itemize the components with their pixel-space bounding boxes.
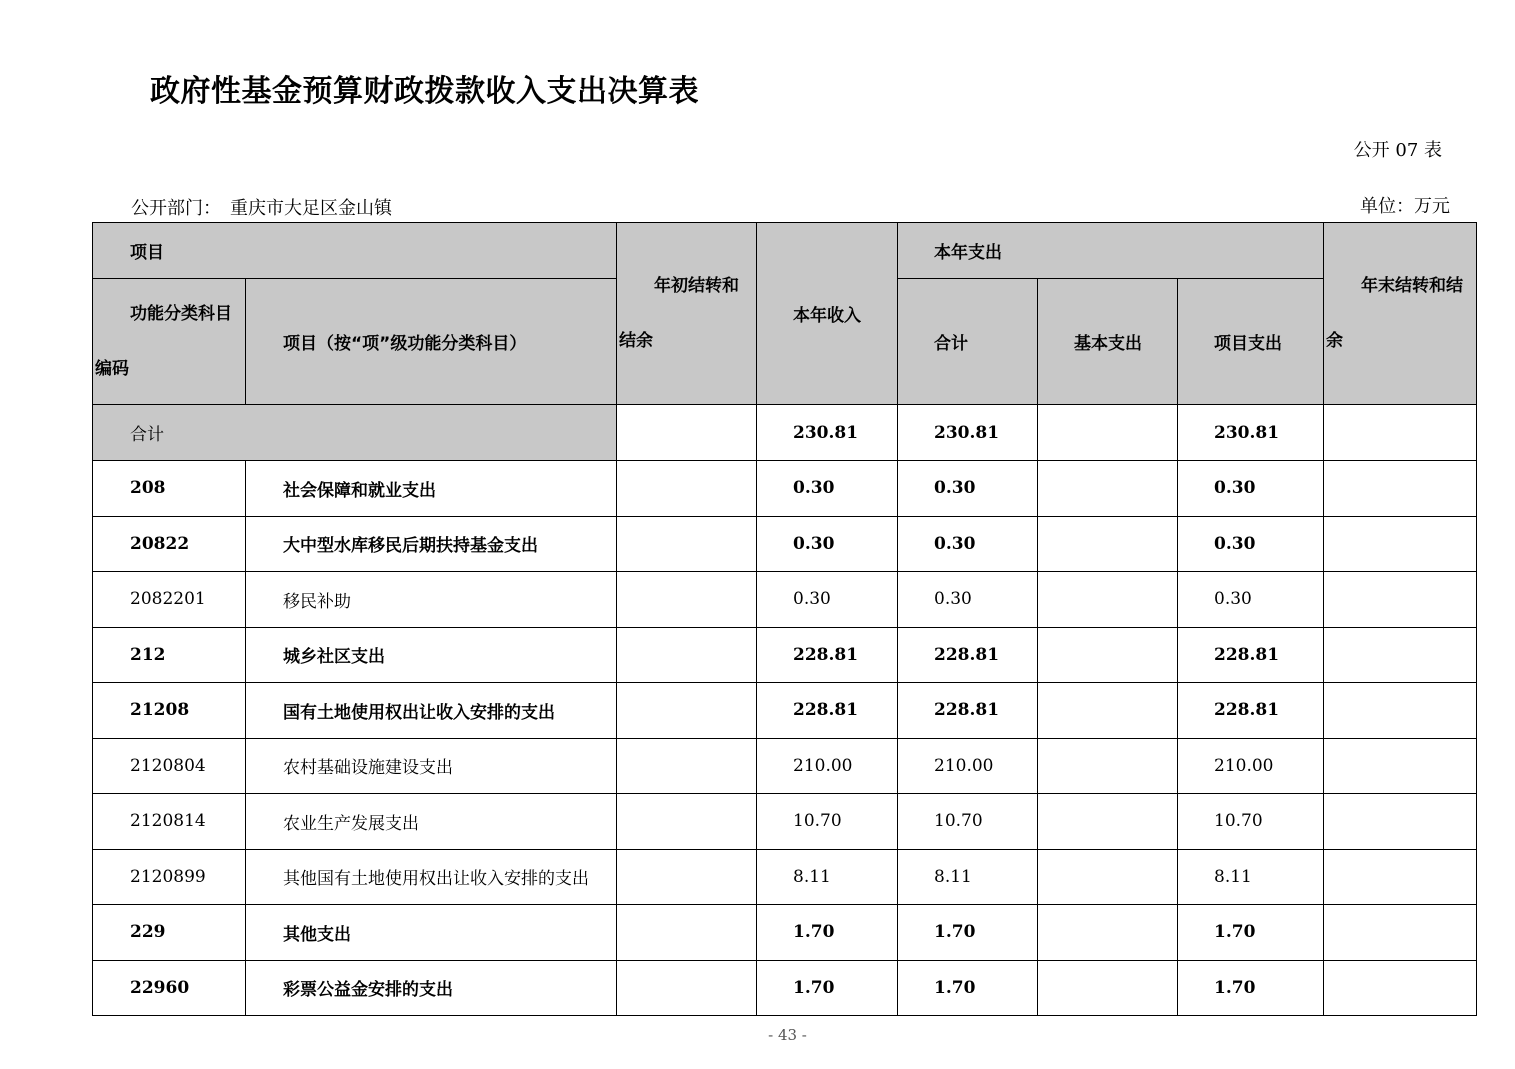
- header-func-code-line1: 功能分类科目: [130, 303, 232, 324]
- department-label: 公开部门：: [131, 198, 221, 219]
- total-begin: [617, 405, 757, 461]
- row-basic: [1038, 738, 1178, 794]
- row-begin-balance: [617, 905, 757, 961]
- row-begin-balance: [617, 794, 757, 850]
- row-begin-balance: [617, 572, 757, 628]
- row-end-balance: [1324, 960, 1477, 1016]
- table-row: [93, 849, 1477, 905]
- row-name: 其他支出: [246, 905, 617, 961]
- row-basic: [1038, 461, 1178, 517]
- row-code: 2082201: [93, 572, 246, 628]
- row-basic: [1038, 572, 1178, 628]
- row-begin-balance: [617, 960, 757, 1016]
- row-project: 1.70: [1178, 960, 1324, 1016]
- header-income: 本年收入: [757, 223, 898, 405]
- table-header: [93, 223, 1477, 405]
- row-begin-balance: [617, 738, 757, 794]
- row-income: 1.70: [757, 905, 898, 961]
- department-value: 重庆市大足区金山镇: [230, 198, 392, 219]
- row-end-balance: [1324, 683, 1477, 739]
- row-code: 21208: [93, 683, 246, 739]
- row-project: 210.00: [1178, 738, 1324, 794]
- row-code: 2120804: [93, 738, 246, 794]
- row-end-balance: [1324, 516, 1477, 572]
- row-code: 229: [93, 905, 246, 961]
- row-begin-balance: [617, 849, 757, 905]
- row-name: 社会保障和就业支出: [246, 461, 617, 517]
- total-row: [93, 405, 1477, 461]
- row-project: 0.30: [1178, 461, 1324, 517]
- row-project: 1.70: [1178, 905, 1324, 961]
- total-label: 合计: [93, 405, 617, 461]
- row-code: 22960: [93, 960, 246, 1016]
- table-row: [93, 461, 1477, 517]
- table-row: [93, 794, 1477, 850]
- row-expense-total: 228.81: [898, 627, 1038, 683]
- page-number: - 43 -: [768, 1026, 807, 1044]
- row-end-balance: [1324, 627, 1477, 683]
- row-end-balance: [1324, 461, 1477, 517]
- row-income: 8.11: [757, 849, 898, 905]
- header-end-balance-line1: 年末结转和结: [1361, 275, 1463, 296]
- table-row: [93, 683, 1477, 739]
- row-name: 城乡社区支出: [246, 627, 617, 683]
- header-basic: 基本支出: [1038, 279, 1178, 405]
- row-end-balance: [1324, 738, 1477, 794]
- row-income: 228.81: [757, 627, 898, 683]
- row-name: 农业生产发展支出: [246, 794, 617, 850]
- row-expense-total: 228.81: [898, 683, 1038, 739]
- row-expense-total: 1.70: [898, 960, 1038, 1016]
- row-expense-total: 0.30: [898, 572, 1038, 628]
- total-project: 230.81: [1178, 405, 1324, 461]
- row-basic: [1038, 905, 1178, 961]
- total-expense: 230.81: [898, 405, 1038, 461]
- row-name: 大中型水库移民后期扶持基金支出: [246, 516, 617, 572]
- header-project: 项目支出: [1178, 279, 1324, 405]
- row-income: 1.70: [757, 960, 898, 1016]
- row-end-balance: [1324, 905, 1477, 961]
- header-item-name: 项目（按“项”级功能分类科目）: [246, 279, 617, 405]
- table-row: [93, 572, 1477, 628]
- header-end-balance: [1324, 223, 1477, 405]
- total-basic: [1038, 405, 1178, 461]
- budget-table: [92, 222, 1477, 1016]
- header-expense-group: 本年支出: [898, 223, 1324, 279]
- row-name: 农村基础设施建设支出: [246, 738, 617, 794]
- row-basic: [1038, 960, 1178, 1016]
- row-begin-balance: [617, 683, 757, 739]
- row-name: 其他国有土地使用权出让收入安排的支出: [246, 849, 617, 905]
- row-expense-total: 10.70: [898, 794, 1038, 850]
- table-row: [93, 738, 1477, 794]
- page-title: 政府性基金预算财政拨款收入支出决算表: [150, 74, 699, 109]
- row-income: 0.30: [757, 461, 898, 517]
- row-expense-total: 8.11: [898, 849, 1038, 905]
- row-income: 228.81: [757, 683, 898, 739]
- row-project: 8.11: [1178, 849, 1324, 905]
- row-name: 国有土地使用权出让收入安排的支出: [246, 683, 617, 739]
- table-row: [93, 516, 1477, 572]
- total-end: [1324, 405, 1477, 461]
- row-project: 0.30: [1178, 516, 1324, 572]
- row-expense-total: 1.70: [898, 905, 1038, 961]
- row-project: 228.81: [1178, 627, 1324, 683]
- row-basic: [1038, 683, 1178, 739]
- header-begin-balance: [617, 223, 757, 405]
- header-item: 项目: [93, 223, 617, 279]
- row-project: 228.81: [1178, 683, 1324, 739]
- row-name: 彩票公益金安排的支出: [246, 960, 617, 1016]
- header-end-balance-line2: 余: [1326, 330, 1343, 351]
- row-expense-total: 210.00: [898, 738, 1038, 794]
- row-income: 10.70: [757, 794, 898, 850]
- row-begin-balance: [617, 627, 757, 683]
- header-begin-balance-line1: 年初结转和: [654, 275, 739, 296]
- row-basic: [1038, 794, 1178, 850]
- table-row: [93, 627, 1477, 683]
- total-income: 230.81: [757, 405, 898, 461]
- row-expense-total: 0.30: [898, 461, 1038, 517]
- row-code: 20822: [93, 516, 246, 572]
- row-project: 0.30: [1178, 572, 1324, 628]
- table-number: 公开 07 表: [1353, 140, 1442, 161]
- row-income: 0.30: [757, 516, 898, 572]
- table-body: [93, 405, 1477, 1016]
- row-income: 0.30: [757, 572, 898, 628]
- unit-label: 单位：万元: [1360, 196, 1450, 217]
- row-end-balance: [1324, 794, 1477, 850]
- row-end-balance: [1324, 572, 1477, 628]
- row-end-balance: [1324, 849, 1477, 905]
- row-code: 208: [93, 461, 246, 517]
- header-begin-balance-line2: 结余: [619, 330, 653, 351]
- row-name: 移民补助: [246, 572, 617, 628]
- row-begin-balance: [617, 516, 757, 572]
- header-func-code-line2: 编码: [95, 358, 129, 379]
- row-basic: [1038, 516, 1178, 572]
- table-row: [93, 960, 1477, 1016]
- row-code: 212: [93, 627, 246, 683]
- row-expense-total: 0.30: [898, 516, 1038, 572]
- row-basic: [1038, 627, 1178, 683]
- row-income: 210.00: [757, 738, 898, 794]
- header-expense-total: 合计: [898, 279, 1038, 405]
- row-basic: [1038, 849, 1178, 905]
- row-begin-balance: [617, 461, 757, 517]
- row-project: 10.70: [1178, 794, 1324, 850]
- table-row: [93, 905, 1477, 961]
- row-code: 2120899: [93, 849, 246, 905]
- row-code: 2120814: [93, 794, 246, 850]
- header-func-code: [93, 279, 246, 405]
